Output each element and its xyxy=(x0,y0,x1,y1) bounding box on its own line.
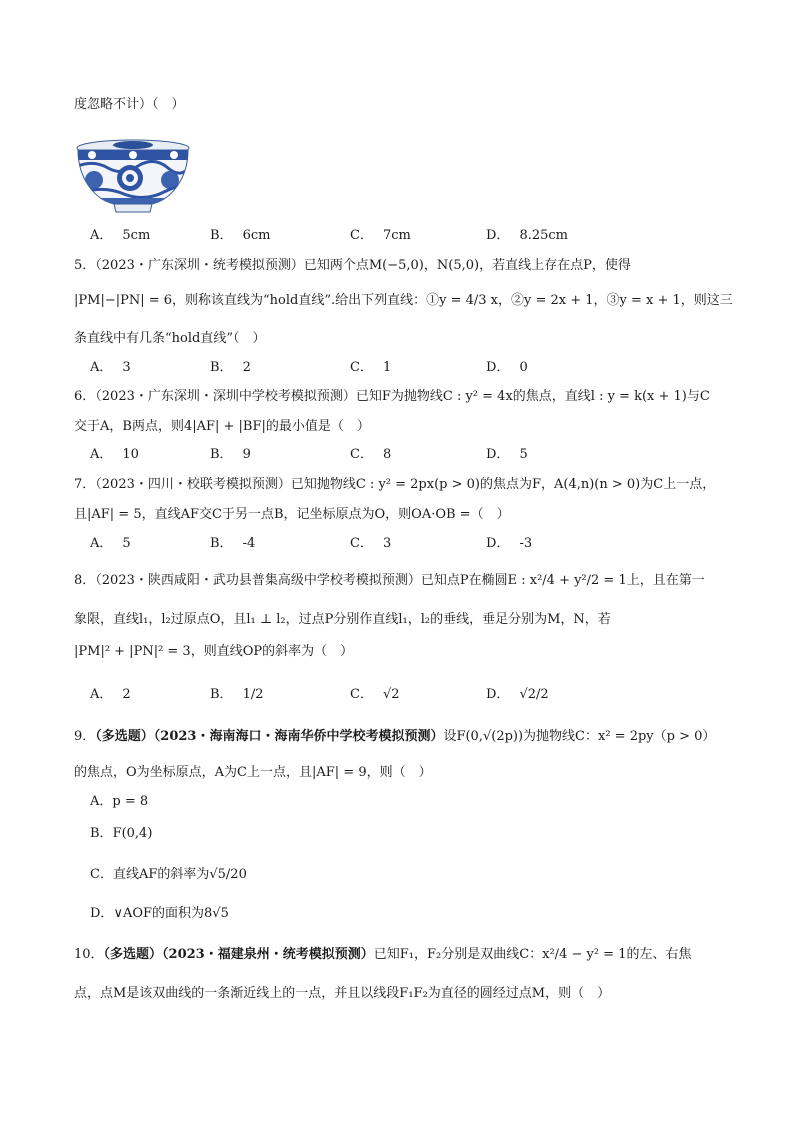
option-a: A． 10 xyxy=(90,447,139,462)
question-10-number: 10． xyxy=(74,947,104,962)
question-9-tag: （多选题）（2023・海南海口・海南华侨中学校考模拟预测） xyxy=(95,729,444,744)
option-a: A． 3 xyxy=(90,360,131,375)
option-b: B． 9 xyxy=(210,447,251,462)
question-9-line-2: 的焦点，O为坐标原点，A为C上一点，且|AF| = 9，则（ ） xyxy=(74,765,432,780)
option-b: B． 6cm xyxy=(210,228,271,243)
question-4-tail: 度忽略不计）（ ） xyxy=(74,97,185,112)
option-d: D． 0 xyxy=(486,360,528,375)
question-10-line-2: 点，点M是该双曲线的一条渐近线上的一点，并且以线段F₁F₂为直径的圆经过点M，则（ ） xyxy=(74,986,611,1001)
question-5-line-1: 5．（2023・广东深圳・统考模拟预测）已知两个点M(−5,0)，N(5,0)，若直线上存在点P，使得 xyxy=(74,258,631,273)
option-a: A． 5cm xyxy=(90,228,151,243)
option-d: D． -3 xyxy=(486,536,533,551)
question-8-line-3: |PM|² + |PN|² = 3，则直线OP的斜率为（ ） xyxy=(74,644,354,659)
question-7-options xyxy=(90,535,730,553)
question-9-option-a: A．p = 8 xyxy=(90,794,149,809)
question-8-options xyxy=(90,686,730,704)
question-10-stem: 已知F₁，F₂分别是双曲线C：x²/4 − y² = 1的左、右焦 xyxy=(373,947,692,962)
question-9-option-b: B．F(0,4) xyxy=(90,826,153,841)
question-10-line-1 xyxy=(74,946,691,964)
question-5-options xyxy=(90,359,730,377)
option-b: B． 1/2 xyxy=(210,687,264,702)
question-6-line-2: 交于A，B两点，则4|AF| + |BF|的最小值是（ ） xyxy=(74,419,370,434)
option-c: C． 3 xyxy=(350,536,392,551)
question-9-line-1 xyxy=(74,728,715,746)
question-10-tag: （多选题）（2023・福建泉州・统考模拟预测） xyxy=(103,947,374,962)
blue-white-porcelain-bowl-image xyxy=(74,136,192,214)
question-4-options xyxy=(90,227,730,245)
option-b: B． 2 xyxy=(210,360,251,375)
bowl-illustration xyxy=(74,136,192,214)
option-d: D． 5 xyxy=(486,447,528,462)
option-d: D． 8.25cm xyxy=(486,228,568,243)
question-5-line-3: 条直线中有几条“hold直线”（ ） xyxy=(74,331,266,346)
option-c: C． 7cm xyxy=(350,228,411,243)
question-8-line-2: 象限，直线l₁，l₂过原点O，且l₁ ⊥ l₂，过点P分别作直线l₁，l₂的垂线，垂足分别为M，N，若 xyxy=(74,612,611,627)
question-5-line-2: |PM|−|PN| = 6，则称该直线为“hold直线”.给出下列直线：①y = 4/3 x，②y = 2x + 1，③y = x + 1，则这三 xyxy=(74,293,733,308)
option-a: A． 2 xyxy=(90,687,131,702)
option-c: C． 8 xyxy=(350,447,392,462)
option-c: C． √2 xyxy=(350,687,400,702)
question-9-option-d: D．∨AOF的面积为8√5 xyxy=(90,906,229,921)
question-7-line-1: 7．（2023・四川・校联考模拟预测）已知抛物线C : y² = 2px(p > 0)的焦点为F，A(4,n)(n > 0)为C上一点， xyxy=(74,477,716,492)
question-9-stem: 设F(0,√(2p))为抛物线C：x² = 2py（p > 0） xyxy=(443,729,716,744)
question-6-options xyxy=(90,446,730,464)
question-8-line-1: 8．（2023・陕西咸阳・武功县普集高级中学校考模拟预测）已知点P在椭圆E : x²/4 + y²/2 = 1上，且在第一 xyxy=(74,573,705,588)
question-7-line-2: 且|AF| = 5，直线AF交C于另一点B，记坐标原点为O，则OA·OB =（ ） xyxy=(74,507,510,522)
option-b: B． -4 xyxy=(210,536,256,551)
option-c: C． 1 xyxy=(350,360,392,375)
option-d: D． √2/2 xyxy=(486,687,549,702)
question-9-option-c: C．直线AF的斜率为√5/20 xyxy=(90,867,247,882)
option-a: A． 5 xyxy=(90,536,131,551)
question-9-number: 9． xyxy=(74,729,96,744)
question-6-line-1: 6．（2023・广东深圳・深圳中学校考模拟预测）已知F为抛物线C : y² = 4x的焦点，直线l : y = k(x + 1)与C xyxy=(74,389,710,404)
